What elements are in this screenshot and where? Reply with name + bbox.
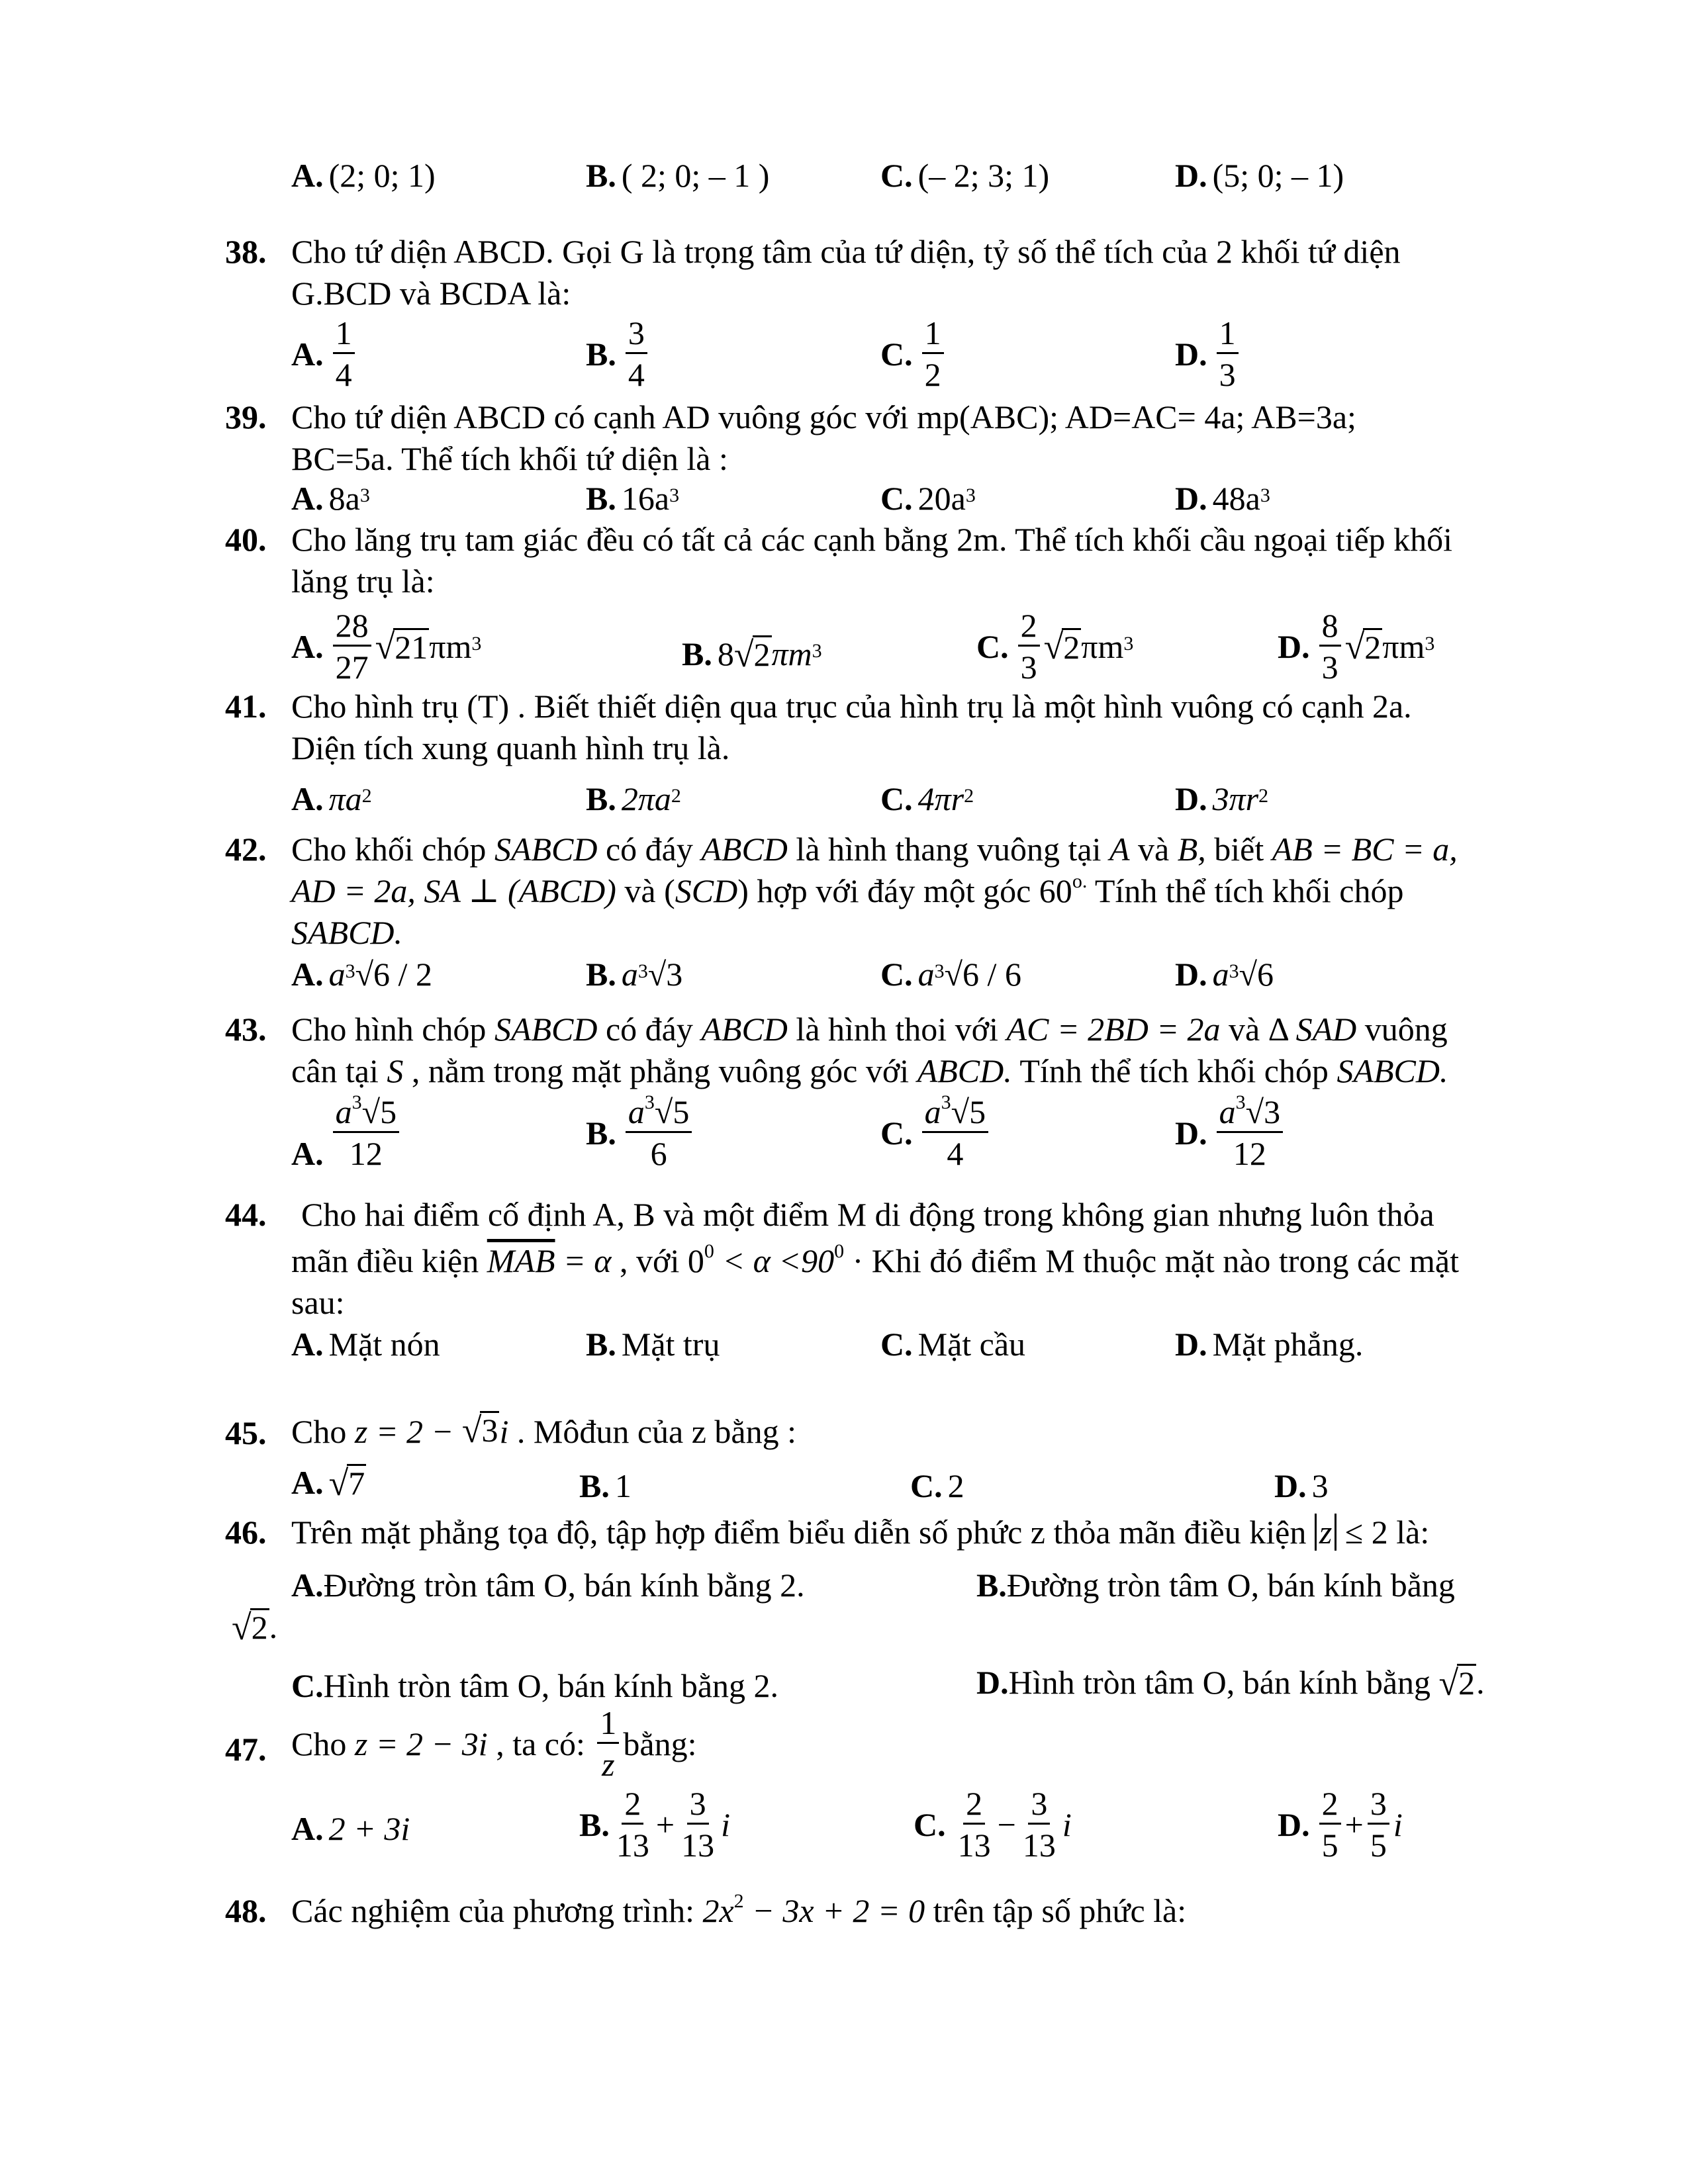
q39-number: 39. (225, 398, 267, 435)
q39-text-line1: Cho tứ diện ABCD có cạnh AD vuông góc với mp(ABC); AD=AC= 4a; AB=3a; (291, 398, 1356, 435)
q44-number: 44. (225, 1196, 267, 1233)
q44-option-a: A. Mặt nón (291, 1326, 440, 1363)
q44-option-b: B. Mặt trụ (586, 1326, 720, 1363)
q37-option-b: B. ( 2; 0; – 1 ) (586, 157, 770, 194)
q43-option-c: C. $\frac{a^3√5}{4}$ (880, 1095, 992, 1170)
q41-number: 41. (225, 688, 267, 725)
q47-text-line1: Cho z = 2 − 3i , ta có: $\frac{1}{z}$ bằng: (291, 1704, 697, 1783)
q42-number: 42. (225, 831, 267, 868)
q47-option-c: C. $\frac{2}{13}$ − $\frac{3}{13}$ i (914, 1785, 1072, 1864)
q46-option-b-continued: √ 2 . (232, 1607, 278, 1647)
q42-option-a: A. a $^3$ √6 / 2 (291, 956, 432, 993)
q43-number: 43. (225, 1011, 267, 1048)
q40-option-a: A. $\frac{28}{27}$ √ 21 πm $^3$ (291, 607, 482, 686)
q38-option-a: A. $\frac{1}{4}$ (291, 316, 359, 391)
q37-option-d: D. (5; 0; – 1) (1175, 157, 1344, 194)
q38-option-d: D. $\frac{1}{3}$ (1175, 316, 1243, 391)
q43-option-a: A. $\frac{a^3√5}{12}$ (291, 1095, 403, 1170)
q45-number: 45. (225, 1414, 267, 1451)
q42-option-b: B. a $^3$ √3 (586, 956, 683, 993)
q42-option-d: D. a $^3$ √6 (1175, 956, 1274, 993)
q48-number: 48. (225, 1892, 267, 1929)
q45-option-b: B. 1 (579, 1467, 632, 1504)
q38-option-b: B. $\frac{3}{4}$ (586, 316, 651, 391)
q45-option-a: A. √ 7 (291, 1463, 365, 1503)
q39-option-c: C. 20a $^3$ (880, 480, 976, 517)
q46-option-a: A. Đường tròn tâm O, bán kính bằng 2. (291, 1567, 805, 1604)
q39-option-d: D. 48a $^3$ (1175, 480, 1270, 517)
q41-option-d: D. 3πr $^2$ (1175, 780, 1269, 817)
q40-text-line2: lăng trụ là: (291, 563, 435, 600)
q41-option-b: B. 2πa $^2$ (586, 780, 681, 817)
q43-option-b: B. $\frac{a^3√5}{6}$ (586, 1095, 696, 1170)
q41-text-line2: Diện tích xung quanh hình trụ là. (291, 729, 730, 766)
q38-number: 38. (225, 233, 267, 270)
q40-option-b: B. 8 √ 2 πm $^3$ (682, 634, 822, 674)
q43-option-d: D. $\frac{a^3√3}{12}$ (1175, 1095, 1287, 1170)
q46-option-b: B. Đường tròn tâm O, bán kính bằng (976, 1567, 1455, 1604)
q39-text-line2: BC=5a. Thể tích khối tứ diện là : (291, 440, 728, 477)
q41-option-c: C. 4πr $^2$ (880, 780, 974, 817)
q42-text-line3: SABCD. (291, 914, 403, 951)
q41-option-a: A. πa $^2$ (291, 780, 372, 817)
q37-option-c: C. (– 2; 3; 1) (880, 157, 1050, 194)
q38-text-line2: G.BCD và BCDA là: (291, 275, 571, 312)
q44-text-line3: sau: (291, 1284, 345, 1321)
q43-text-line2: cân tại S , nằm trong mặt phẳng vuông góc với ABCD. Tính thể tích khối chóp SABCD. (291, 1052, 1448, 1089)
q40-option-d: D. $\frac{8}{3}$ √ 2 πm $^3$ (1278, 607, 1435, 686)
q45-option-c: C. 2 (910, 1467, 964, 1504)
q45-text-line1: Cho z = 2 − √ 3 i . Môđun của z bằng : (291, 1410, 796, 1450)
q39-option-b: B. 16a $^3$ (586, 480, 680, 517)
q42-text-line2: AD = 2a, SA ⊥ (ABCD) và (SCD) hợp với đáy một góc $60^{o.}$ Tính thể tích khối chóp (291, 870, 1404, 909)
q45-option-d: D. 3 (1274, 1467, 1329, 1504)
q46-text-line1: Trên mặt phẳng tọa độ, tập hợp điểm biểu diễn số phức z thỏa mãn điều kiện z ≤ 2 là: (291, 1514, 1430, 1551)
q38-option-c: C. $\frac{1}{2}$ (880, 316, 948, 391)
q43-text-line1: Cho hình chóp SABCD có đáy ABCD là hình thoi với AC = 2BD = 2a và Δ SAD vuông (291, 1011, 1448, 1048)
q44-text-line2: mãn điều kiện $\overline{MAB} = \alpha$ , với $0^0 < \alpha <90^0$ · Khi đó điểm M thuộc mặt nào trong các mặt (291, 1240, 1460, 1279)
q40-text-line1: Cho lăng trụ tam giác đều có tất cả các cạnh bằng 2m. Thể tích khối cầu ngoại tiếp khối (291, 521, 1453, 558)
q46-option-d: D. Hình tròn tâm O, bán kính bằng √ 2 . (976, 1662, 1485, 1703)
q48-text-line1: Các nghiệm của phương trình: $2x^2 - 3x + 2 = 0$ trên tập số phức là: (291, 1890, 1187, 1929)
q44-option-d: D. Mặt phẳng. (1175, 1326, 1364, 1363)
q47-option-d: D. $\frac{2}{5}$ + $\frac{3}{5}$ i (1278, 1785, 1403, 1864)
q47-option-a: A. 2 + 3i (291, 1810, 410, 1847)
q44-option-c: C. Mặt cầu (880, 1326, 1026, 1363)
q37-option-a: A. (2; 0; 1) (291, 157, 436, 194)
q41-text-line1: Cho hình trụ (T) . Biết thiết diện qua trục của hình trụ là một hình vuông có cạnh 2a. (291, 688, 1412, 725)
q40-option-c: C. $\frac{2}{3}$ √ 2 πm $^3$ (976, 607, 1134, 686)
q39-option-a: A. 8a $^3$ (291, 480, 370, 517)
q38-text-line1: Cho tứ diện ABCD. Gọi G là trọng tâm của tứ diện, tỷ số thể tích của 2 khối tứ diện (291, 233, 1401, 270)
q44-text-line1: Cho hai điểm cố định A, B và một điểm M di động trong không gian nhưng luôn thỏa (301, 1196, 1434, 1233)
q42-option-c: C. a $^3$ √6 / 6 (880, 956, 1021, 993)
q46-option-c: C. Hình tròn tâm O, bán kính bằng 2. (291, 1667, 779, 1704)
q46-number: 46. (225, 1514, 267, 1551)
q40-number: 40. (225, 521, 267, 558)
q47-option-b: B. $\frac{2}{13}$ + $\frac{3}{13}$ i (579, 1785, 730, 1864)
q47-number: 47. (225, 1731, 267, 1768)
q42-text-line1: Cho khối chóp SABCD có đáy ABCD là hình thang vuông tại A và B, biết AB = BC = a, (291, 831, 1458, 868)
